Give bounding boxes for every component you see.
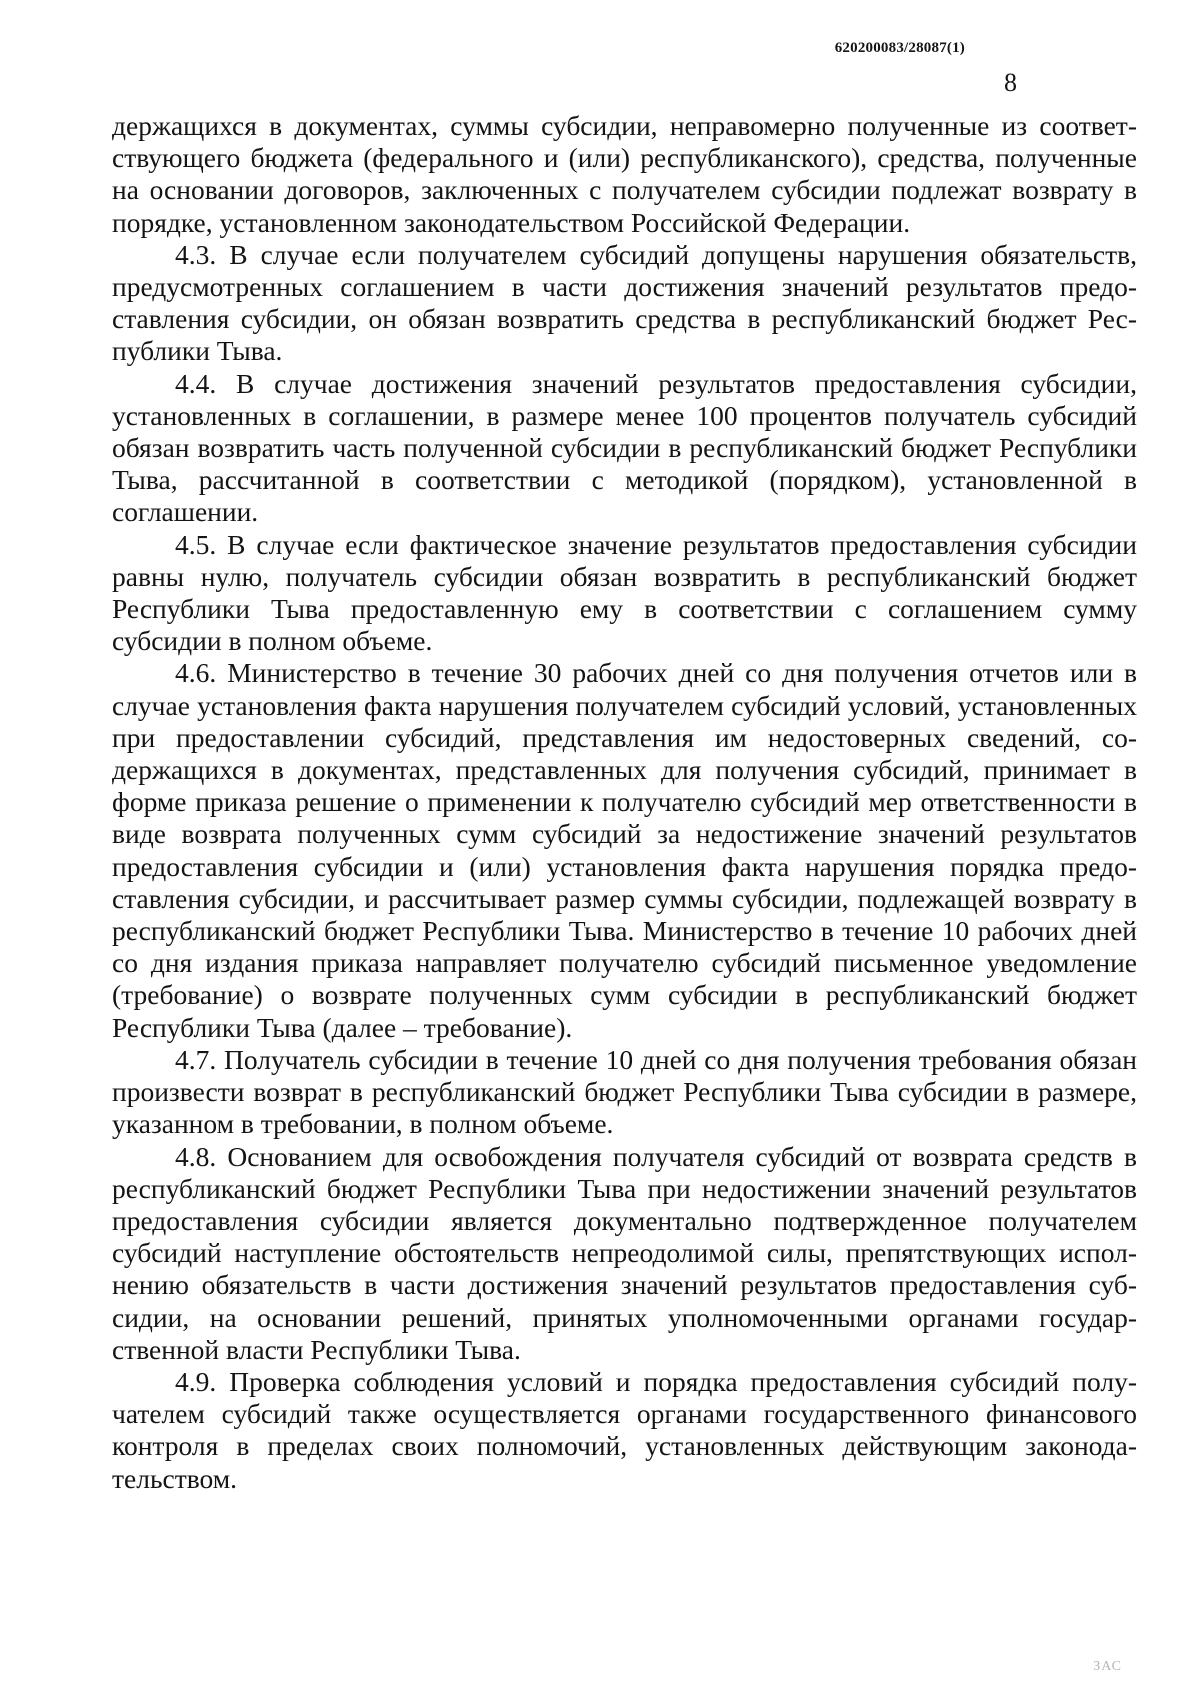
paragraph-4-9: 4.9. Проверка соблюдения условий и порядка предоставления субсидий получателем субсидий также осуществляется органами государственного финансового контроля в пределах своих полномочий, установленных действующим законодательством. <box>112 1365 1137 1494</box>
paragraph-4-4: 4.4. В случае достижения значений результатов предоставления субсидии, установленных в соглашении, в размере менее 100 процентов получатель субсидий обязан возвратить часть полученной субсидии в республиканский бюджет Республики Тыва, рассчитанной в соответствии с методикой (порядком), установленной в соглашении. <box>112 367 1137 528</box>
scan-mark: ЗАС <box>1093 1659 1122 1674</box>
page-number: 8 <box>1004 68 1017 97</box>
paragraph-4-8: 4.8. Основанием для освобождения получателя субсидий от возврата средств в республиканский бюджет Республики Тыва при недостижении значений результатов предоставления субсидии является документально подтвержденное получателем субсидий наступление обстоятельств непреодолимой силы, препятствующих исполнению обязательств в части достижения значений результатов предоставления субсидии, на основании решений, принятых уполномоченными органами государственной власти Республики Тыва. <box>112 1140 1137 1365</box>
document-id: 620200083/28087(1) <box>834 40 965 56</box>
paragraph-4-5: 4.5. В случае если фактическое значение результатов предоставления субсидии равны нулю, получатель субсидии обязан возвратить в республиканский бюджет Республики Тыва предоставленную ему в соответствии с соглашением сумму субсидии в полном объеме. <box>112 528 1137 657</box>
paragraph-4-6: 4.6. Министерство в течение 30 рабочих дней со дня получения отчетов или в случае установления факта нарушения получателем субсидий условий, установленных при предоставлении субсидий, представления им недостоверных сведений, содержащихся в документах, представленных для получения субсидий, принимает в форме приказа решение о применении к получателю субсидий мер ответственности в виде возврата полученных сумм субсидий за недостижение значений результатов предоставления субсидии и (или) установления факта нарушения порядка предоставления субсидии, и рассчитывает размер суммы субсидии, подлежащей возврату в республиканский бюджет Республики Тыва. Министерство в течение 10 рабочих дней со дня издания приказа направляет получателю субсидий письменное уведомление (требование) о возврате полученных сумм субсидии в республиканский бюджет Республики Тыва (далее – требование). <box>112 657 1137 1043</box>
paragraph-4-3: 4.3. В случае если получателем субсидий допущены нарушения обязательств, предусмотренных соглашением в части достижения значений результатов предоставления субсидии, он обязан возвратить средства в республиканский бюджет Республики Тыва. <box>112 238 1137 367</box>
paragraph-4-7: 4.7. Получатель субсидии в течение 10 дней со дня получения требования обязан произвести возврат в республиканский бюджет Республики Тыва субсидии в размере, указанном в требовании, в полном объеме. <box>112 1043 1137 1140</box>
document-body <box>112 110 1137 1495</box>
paragraph-continuation: держащихся в документах, суммы субсидии, неправомерно полученные из соответствующего бюджета (федерального и (или) республиканского), средства, полученные на основании договоров, заключенных с получателем субсидии подлежат возврату в порядке, установленном законодательством Российской Федерации. <box>112 110 1137 238</box>
